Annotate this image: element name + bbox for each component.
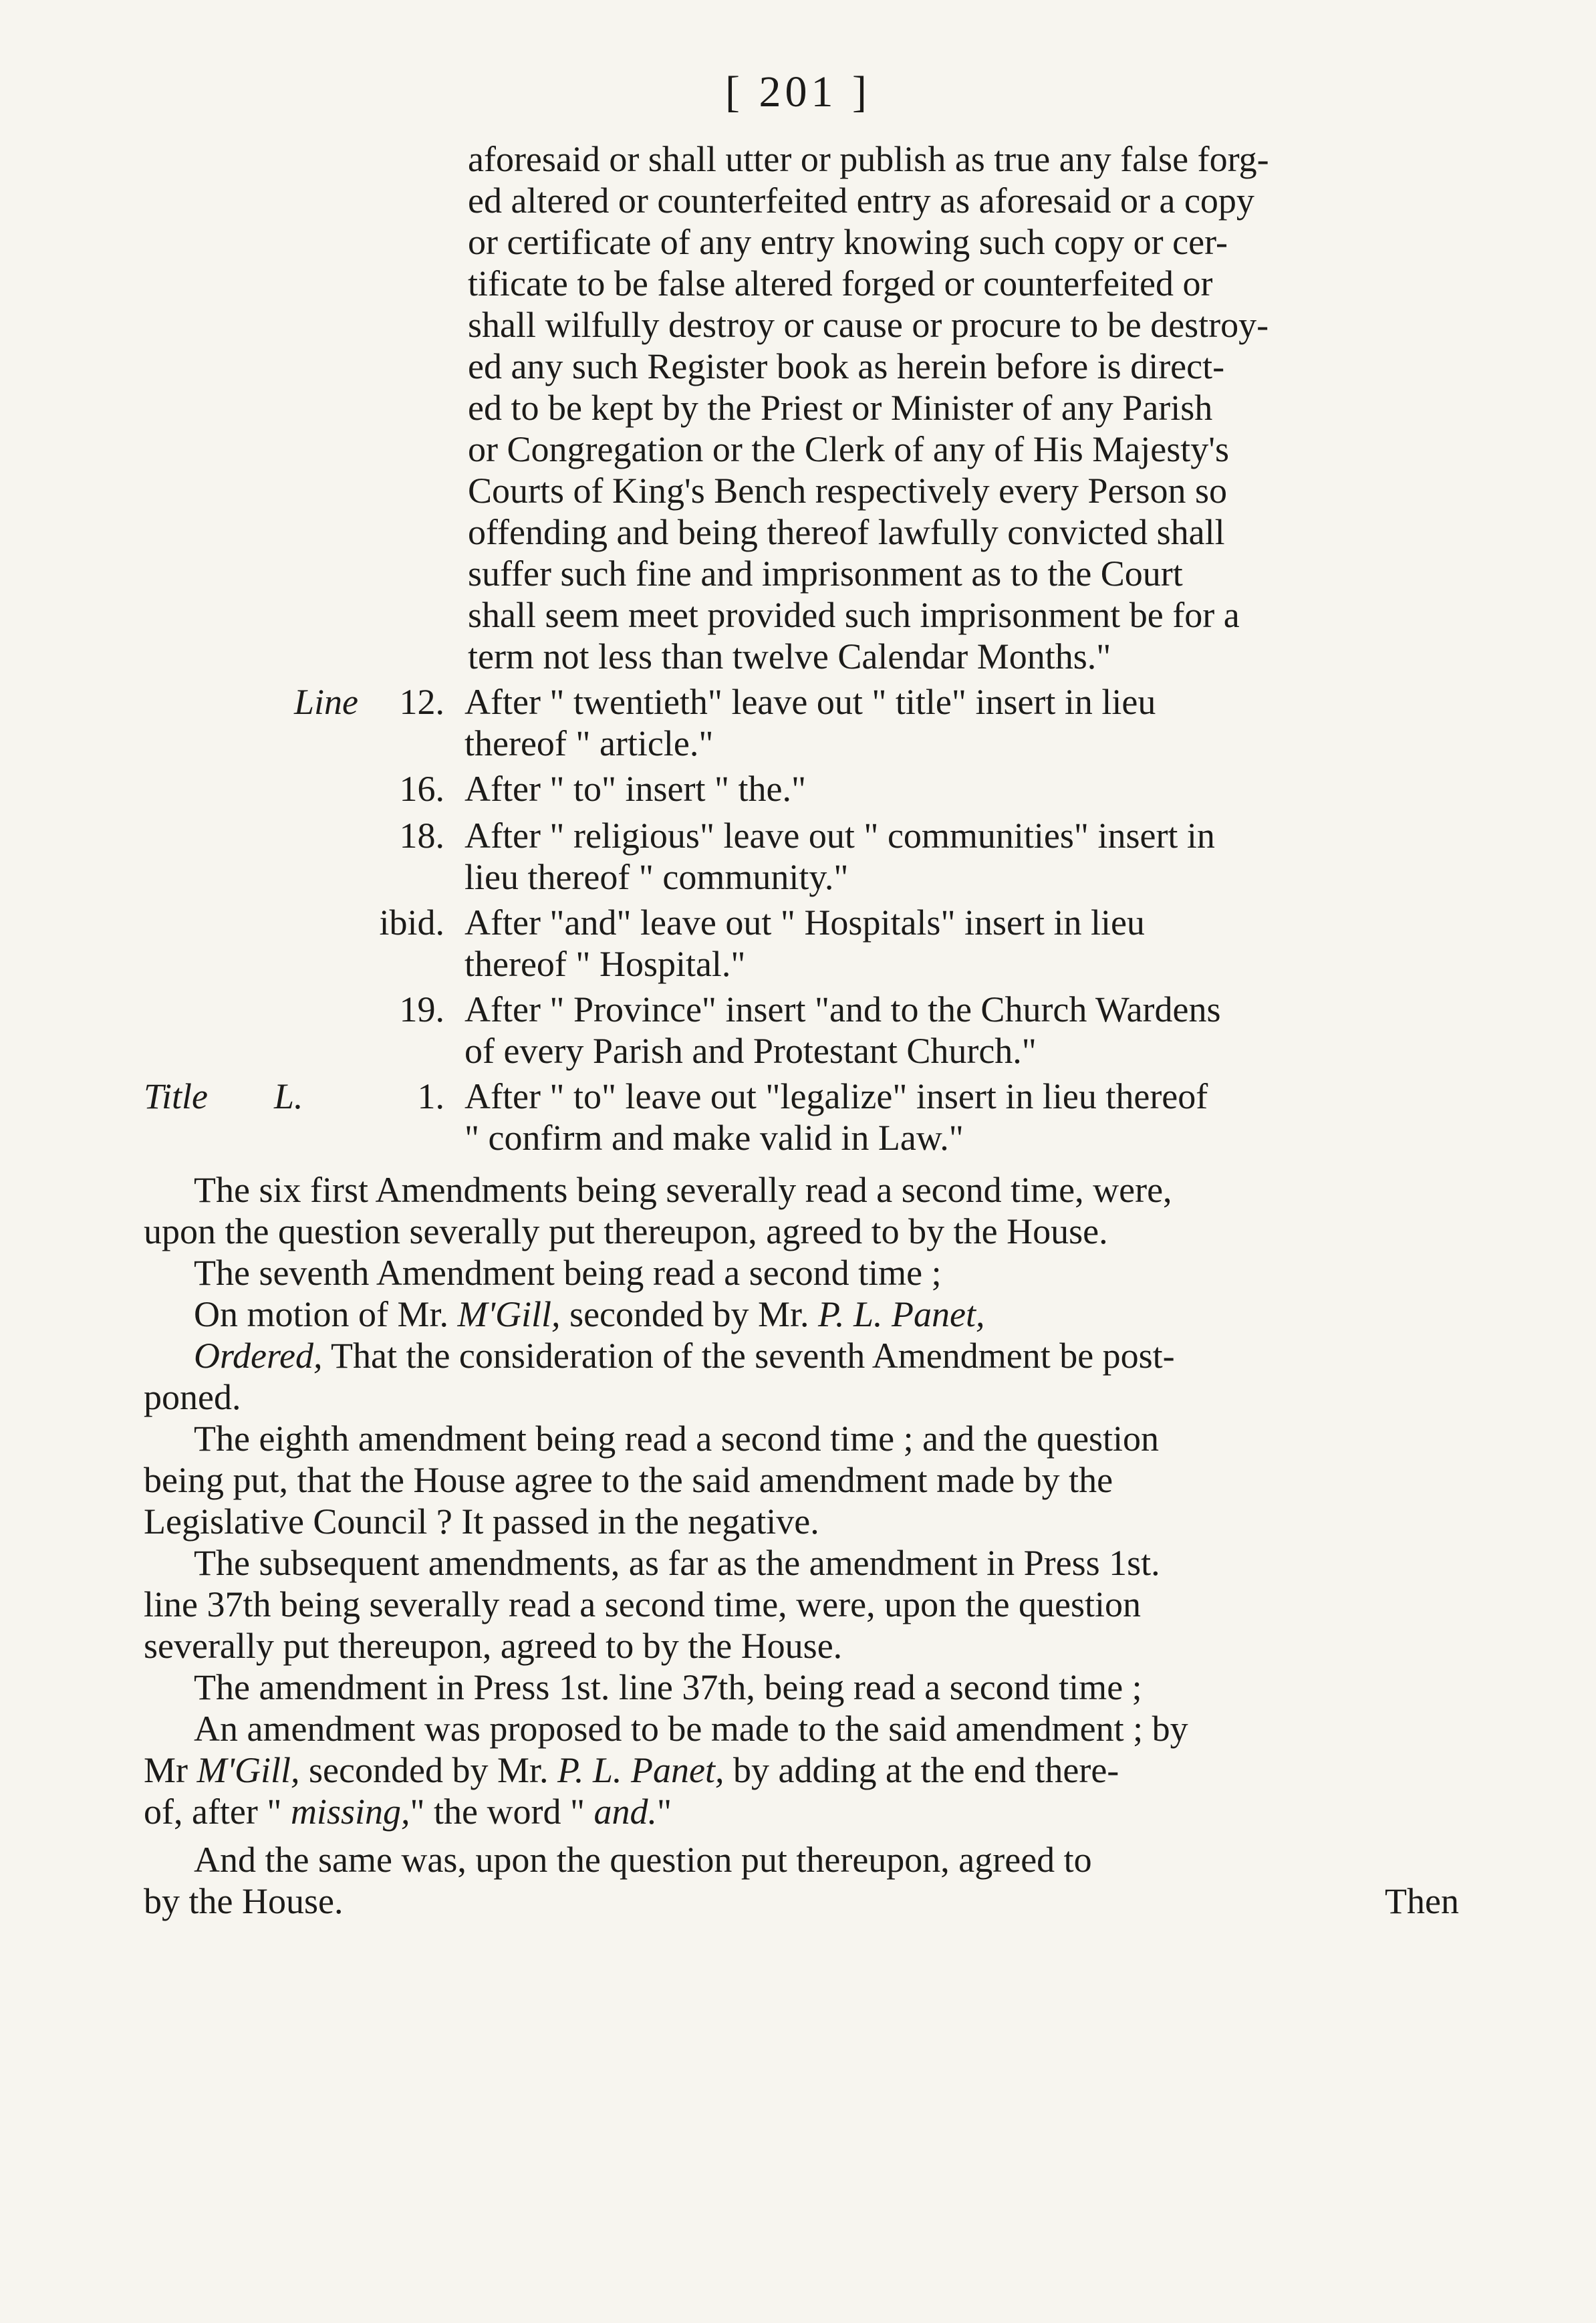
paragraph-line: The amendment in Press 1st. line 37th, being read a second time ; <box>194 1667 1142 1707</box>
amendment-number: 18. <box>399 816 444 856</box>
quoted-word: and. <box>593 1792 658 1832</box>
quote-line: Courts of King's Bench respectively every Person so <box>468 471 1228 511</box>
quote-line: shall wilfully destroy or cause or procure to be destroy- <box>468 305 1269 345</box>
text-run: On motion of Mr. <box>194 1294 458 1334</box>
text-run: by adding at the end there- <box>724 1750 1119 1790</box>
amendment-number: 16. <box>399 769 444 809</box>
member-name: P. L. Panet, <box>818 1294 985 1334</box>
amendment-text: " confirm and make valid in Law." <box>464 1118 964 1158</box>
paragraph-line: The seventh Amendment being read a second time ; <box>194 1253 942 1293</box>
paragraph-line: line 37th being severally read a second time, were, upon the question <box>144 1584 1142 1624</box>
paragraph-line: Legislative Council ? It passed in the negative. <box>144 1501 819 1542</box>
quote-line: or Congregation or the Clerk of any of His Majesty's <box>468 429 1230 469</box>
paragraph-line: by the House. <box>144 1881 344 1921</box>
amendment-text: After " to" leave out "legalize" insert in lieu thereof <box>464 1076 1208 1116</box>
amendment-text: lieu thereof " community." <box>464 857 849 897</box>
paragraph-line: being put, that the House agree to the said amendment made by the <box>144 1460 1113 1500</box>
amendment-text: of every Parish and Protestant Church." <box>464 1031 1037 1071</box>
text-run: seconded by Mr. <box>560 1294 818 1334</box>
amendment-label-letter: L. <box>274 1076 303 1116</box>
text-run: " <box>657 1792 672 1832</box>
amendment-text: After " to" insert " the." <box>464 769 807 809</box>
amendment-text: thereof " article." <box>464 723 714 763</box>
paragraph-line: An amendment was proposed to be made to the said amendment ; by <box>194 1709 1188 1749</box>
paragraph-line <box>194 1336 1175 1376</box>
text-run: of, after " <box>144 1792 291 1832</box>
member-name: M'Gill, <box>457 1294 561 1334</box>
amendment-text: thereof " Hospital." <box>464 944 746 984</box>
quote-line: ed any such Register book as herein before is direct- <box>468 346 1225 386</box>
amendment-number: 19. <box>399 989 444 1029</box>
paragraph-line: poned. <box>144 1377 241 1417</box>
text-run: That the consideration of the seventh Amendment be post- <box>322 1336 1175 1376</box>
quote-line: ed to be kept by the Priest or Minister of any Parish <box>468 388 1213 428</box>
page-number: [ 201 ] <box>725 68 871 116</box>
amendment-text: After "and" leave out " Hospitals" insert in lieu <box>464 902 1145 943</box>
amendment-number: 12. <box>399 682 444 722</box>
amendment-number: ibid. <box>379 902 444 943</box>
quoted-word: missing, <box>290 1792 410 1832</box>
quote-line: offending and being thereof lawfully convicted shall <box>468 512 1225 552</box>
amendment-text: After " twentieth" leave out " title" insert in lieu <box>464 682 1156 722</box>
amendment-number: 1. <box>417 1076 444 1116</box>
paragraph-line <box>144 1792 672 1832</box>
paragraph-line: severally put thereupon, agreed to by the House. <box>144 1626 843 1666</box>
amendment-label-line: Line <box>294 682 359 722</box>
member-name: M'Gill, <box>196 1750 300 1790</box>
catchword: Then <box>1385 1881 1459 1921</box>
amendment-text: After " religious" leave out " communities" insert in <box>464 816 1215 856</box>
quote-line: aforesaid or shall utter or publish as true any false forg- <box>468 139 1269 179</box>
member-name: P. L. Panet, <box>557 1750 724 1790</box>
paragraph-line: The subsequent amendments, as far as the amendment in Press 1st. <box>194 1543 1160 1583</box>
paragraph-line: And the same was, upon the question put thereupon, agreed to <box>194 1840 1092 1880</box>
paragraph-line: The six first Amendments being severally read a second time, were, <box>194 1170 1172 1210</box>
paragraph-line <box>194 1294 985 1334</box>
quote-line: tificate to be false altered forged or counterfeited or <box>468 263 1213 303</box>
quote-line: or certificate of any entry knowing such copy or cer- <box>468 222 1228 262</box>
amendment-label-title: Title <box>144 1076 209 1116</box>
text-run: seconded by Mr. <box>299 1750 557 1790</box>
paragraph-line: The eighth amendment being read a second time ; and the question <box>194 1419 1160 1459</box>
amendment-text: After " Province" insert "and to the Church Wardens <box>464 989 1221 1029</box>
quote-line: ed altered or counterfeited entry as aforesaid or a copy <box>468 180 1254 221</box>
text-run: " the word " <box>410 1792 594 1832</box>
paragraph-line: upon the question severally put thereupon, agreed to by the House. <box>144 1211 1108 1251</box>
text-run: Mr <box>144 1750 197 1790</box>
paragraph-line <box>144 1750 1119 1790</box>
quote-line: term not less than twelve Calendar Months." <box>468 636 1111 677</box>
ordered-label: Ordered, <box>194 1336 323 1376</box>
quote-line: shall seem meet provided such imprisonment be for a <box>468 595 1240 635</box>
quote-line: suffer such fine and imprisonment as to the Court <box>468 554 1183 594</box>
